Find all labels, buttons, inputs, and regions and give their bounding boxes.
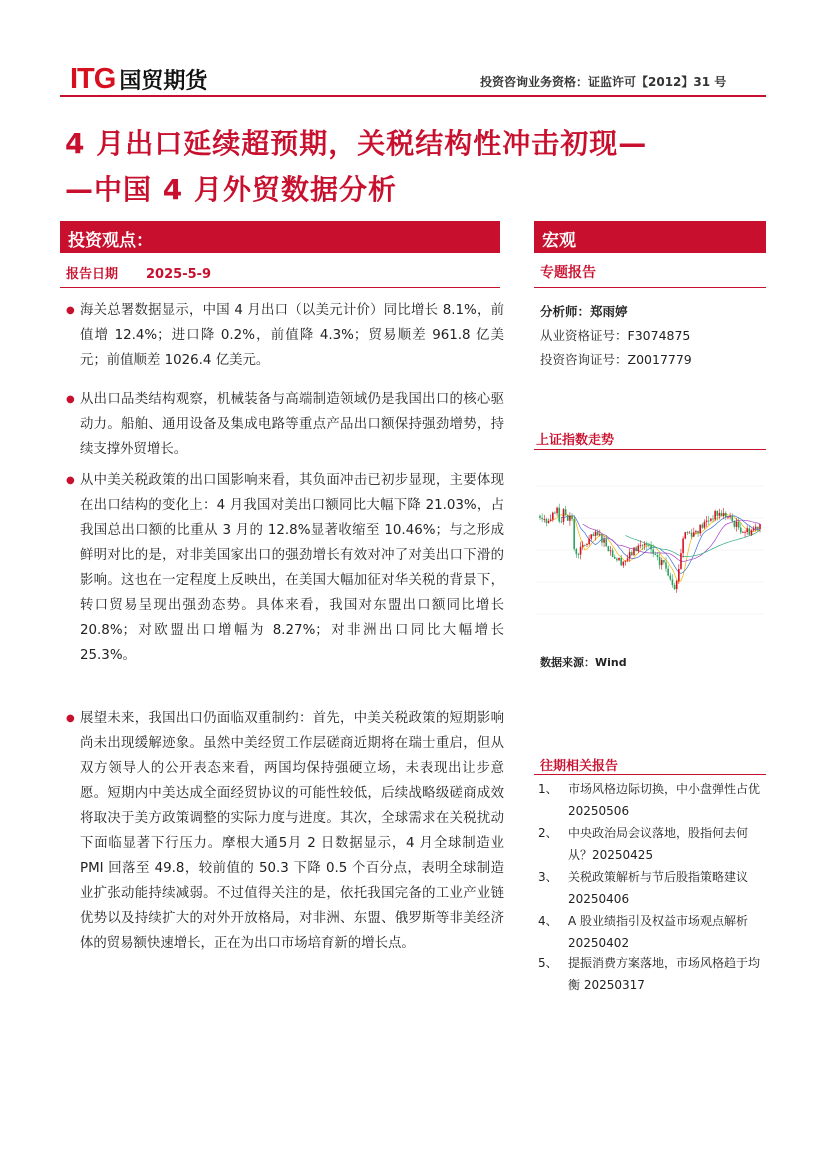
related-reports-divider <box>534 774 766 775</box>
related-report-text: 提振消费方案落地，市场风格趋于均衡 20250317 <box>568 956 761 992</box>
candle-body <box>573 519 575 549</box>
bullet-paragraph <box>64 468 504 668</box>
candle-body <box>627 559 629 561</box>
candle-body <box>742 532 744 533</box>
candle-body <box>543 519 545 520</box>
candle-body <box>736 522 738 527</box>
candle-body <box>633 547 635 555</box>
related-report-number: 1、 <box>538 782 558 796</box>
candle-body <box>569 516 571 521</box>
candle-body <box>727 517 729 518</box>
consulting-cert-row <box>540 350 692 368</box>
candle-body <box>746 528 748 532</box>
bullet-text: 从中美关税政策的出口国影响来看，其负面冲击已初步显现，主要体现在出口结构的变化上：4 月我国对美出口额同比大幅下降 21.03%，占我国总出口额的比重从 3 月的 12.8%显著收缩至 10.46%；与之形成鲜明对比的是，对非美国家出口的强劲增长有效对冲了对美出口下滑的影响。这也在一定程度上反映出，在美国大幅加征对华关税的背景下，转口贸易呈现出强劲态势。具体来看，我国对东盟出口额同比增长 20.8%；对欧盟出口增幅为 8.27%；对非洲出口同比大幅增长 25.3%。 <box>80 473 504 663</box>
candle-body <box>695 531 697 532</box>
bullet-text: 从出口品类结构观察，机械装备与高端制造领域仍是我国出口的核心驱动力。船舶、通用设备及集成电路等重点产品出口额保持强劲增势，持续支撑外贸增长。 <box>80 392 504 457</box>
related-report-item[interactable] <box>538 778 766 822</box>
candle-body <box>755 527 757 529</box>
candle-body <box>637 546 639 551</box>
related-report-item[interactable] <box>538 910 766 954</box>
investment-view-bar <box>60 221 500 253</box>
candle-body <box>631 552 633 555</box>
candle-body <box>614 557 616 559</box>
related-report-text: A 股业绩指引及权益市场观点解析 20250402 <box>568 914 749 950</box>
candle-body <box>706 521 708 522</box>
candle-body <box>586 544 588 545</box>
candle-body <box>708 521 710 522</box>
candle-body <box>620 558 622 565</box>
candle-body <box>655 554 657 555</box>
candle-body <box>580 547 582 555</box>
analyst-row <box>540 302 628 320</box>
candle-body <box>665 562 667 568</box>
report-type-divider <box>534 287 766 288</box>
candle-body <box>595 532 597 536</box>
candle-body <box>740 528 742 533</box>
candle-body <box>650 545 652 549</box>
related-report-text: 关税政策解析与节后股指策略建议 20250406 <box>568 870 749 906</box>
related-report-text: 市场风格边际切换，中小盘弹性占优 20250506 <box>568 782 761 818</box>
qualification-cert-value: F3074875 <box>627 328 691 343</box>
candle-body <box>563 509 565 522</box>
candle-body <box>644 544 646 546</box>
candle-body <box>590 534 592 538</box>
category-bar <box>534 221 766 253</box>
bullet-text: 展望未来，我国出口仍面临双重制约：首先，中美关税政策的短期影响尚未出现缓解迹象。虽然中美经贸工作层磋商近期将在瑞士重启，但从双方领导人的公开表态来看，两国均保持强硬立场，未表现出让步意愿。短期内中美达成全面经贸协议的可能性较低，后续战略级磋商成效将取决于美方政策调整的实际力度与进度。其次，全球需求在关税扰动下面临显著下行压力。摩根大通5月 2 日数据显示，4 月全球制造业 PMI 回落至 49.8，较前值的 50.3 下降 0.5 个百分点，表明全球制造业扩张动能持续减弱。不过值得关注的是，依托我国完备的工业产业链优势以及持续扩大的对外开放格局，对非洲、东盟、俄罗斯等非美经济体的贸易额快速增长，正在为出口市场培育新的增长点。 <box>80 711 504 951</box>
related-report-item[interactable] <box>538 952 766 996</box>
report-title-line-2: —中国 4 月外贸数据分析 <box>65 173 397 206</box>
report-date-row <box>66 263 211 282</box>
candle-body <box>734 521 736 527</box>
candle-body <box>597 532 599 535</box>
candle-body <box>584 545 586 546</box>
candle-body <box>669 576 671 580</box>
related-report-number: 4、 <box>538 914 558 928</box>
candle-body <box>539 516 541 518</box>
related-report-item[interactable] <box>538 822 766 866</box>
index-chart-title: 上证指数走势 <box>536 433 615 448</box>
investment-view-title: 投资观点： <box>68 231 153 251</box>
candle-body <box>618 558 620 560</box>
header-divider <box>60 95 766 97</box>
candle-body <box>640 545 642 546</box>
candle-body <box>625 561 627 562</box>
candle-body <box>759 524 761 529</box>
candle-body <box>663 560 665 562</box>
candle-body <box>571 516 573 520</box>
bullet-paragraph <box>64 387 504 462</box>
candle-body <box>723 513 725 516</box>
report-date-value: 2025-5-9 <box>146 267 212 282</box>
bullet-dot-icon: ● <box>66 475 75 486</box>
candle-body <box>712 519 714 520</box>
candle-body <box>646 544 648 545</box>
candle-body <box>582 545 584 547</box>
candle-body <box>561 521 563 522</box>
candle-body <box>744 532 746 533</box>
date-divider <box>60 287 500 288</box>
candle-body <box>599 534 601 535</box>
report-date-label: 报告日期 <box>66 267 119 282</box>
candle-body <box>576 549 578 554</box>
candle-body <box>588 539 590 544</box>
chart-divider <box>534 449 766 450</box>
candle-body <box>693 532 695 536</box>
candle-body <box>684 532 686 538</box>
candle-body <box>546 519 548 523</box>
candle-body <box>697 531 699 533</box>
candle-body <box>612 550 614 557</box>
candle-body <box>676 581 678 589</box>
candle-body <box>552 513 554 520</box>
candle-body <box>714 511 716 519</box>
candle-body <box>672 579 674 585</box>
consulting-cert-value: Z0017779 <box>627 352 692 367</box>
report-type: 专题报告 <box>540 265 596 281</box>
analyst-label: 分析师： <box>540 304 591 319</box>
candle-body <box>550 520 552 521</box>
chart-source: 数据来源：Wind <box>540 656 627 669</box>
candle-body <box>687 532 689 533</box>
candle-body <box>721 513 723 516</box>
candle-body <box>757 527 759 529</box>
candle-body <box>635 547 637 551</box>
candle-body <box>710 519 712 521</box>
candle-body <box>691 533 693 537</box>
bullet-dot-icon: ● <box>66 713 75 724</box>
candle-body <box>689 533 691 534</box>
candle-body <box>603 539 605 542</box>
candle-body <box>719 513 721 516</box>
candle-body <box>610 550 612 551</box>
candle-body <box>642 545 644 546</box>
candle-body <box>605 539 607 546</box>
candle-body <box>699 525 701 534</box>
candle-body <box>556 508 558 514</box>
company-logo <box>70 62 207 96</box>
bullet-paragraph <box>64 298 504 373</box>
candle-body <box>749 528 751 534</box>
candle-body <box>704 522 706 528</box>
candle-body <box>578 554 580 555</box>
license-text: 投资咨询业务资格：证监许可【2012】31 号 <box>480 75 727 89</box>
candle-body <box>751 530 753 534</box>
candle-body <box>674 585 676 589</box>
related-report-number: 2、 <box>538 826 558 840</box>
related-report-text: 中央政治局会议落地，股指何去何从？20250425 <box>568 826 749 862</box>
candle-body <box>648 545 650 546</box>
logo-cn-text: 国贸期货 <box>119 68 208 94</box>
candle-body <box>652 549 654 554</box>
candle-body <box>716 511 718 516</box>
related-report-number: 5、 <box>538 956 558 970</box>
logo-itg-text: ITG <box>70 62 116 95</box>
consulting-cert-label: 投资咨询证号： <box>540 352 628 367</box>
analyst-name: 郑雨婷 <box>590 304 628 319</box>
candle-body <box>680 553 682 569</box>
candle-body <box>601 534 603 542</box>
bullet-dot-icon: ● <box>66 305 75 316</box>
candle-body <box>731 516 733 521</box>
qualification-cert-row <box>540 326 690 344</box>
candle-body <box>608 546 610 551</box>
related-reports-title: 往期相关报告 <box>540 759 619 774</box>
bullet-text: 海关总署数据显示，中国 4 月出口（以美元计价）同比增长 8.1%，前值增 12.4%；进口降 0.2%，前值降 4.3%；贸易顺差 961.8 亿美元；前值顺差 1026.4 亿美元。 <box>80 303 504 368</box>
bullet-dot-icon: ● <box>66 394 75 405</box>
category-title: 宏观 <box>542 231 576 251</box>
candle-body <box>678 569 680 581</box>
candle-body <box>753 529 755 530</box>
bullet-paragraph <box>64 706 504 956</box>
index-trend-chart <box>536 454 764 646</box>
candle-body <box>702 525 704 528</box>
related-report-number: 3、 <box>538 870 558 884</box>
candle-body <box>661 560 663 565</box>
qualification-cert-label: 从业资格证号： <box>540 328 628 343</box>
candle-body <box>565 509 567 515</box>
candle-body <box>738 522 740 528</box>
candle-body <box>623 562 625 566</box>
candle-body <box>667 569 669 576</box>
report-title-line-1: 4 月出口延续超预期，关税结构性冲击初现— <box>65 127 648 160</box>
candle-body <box>558 508 560 522</box>
related-report-item[interactable] <box>538 866 766 910</box>
candle-body <box>629 552 631 558</box>
candle-body <box>616 559 618 561</box>
candle-body <box>554 513 556 514</box>
candle-body <box>682 539 684 554</box>
candle-body <box>729 516 731 517</box>
candle-body <box>567 515 569 521</box>
candle-body <box>593 534 595 536</box>
candle-body <box>659 557 661 565</box>
candle-body <box>541 518 543 519</box>
candle-body <box>725 513 727 517</box>
candle-body <box>657 555 659 557</box>
candle-body <box>548 521 550 523</box>
